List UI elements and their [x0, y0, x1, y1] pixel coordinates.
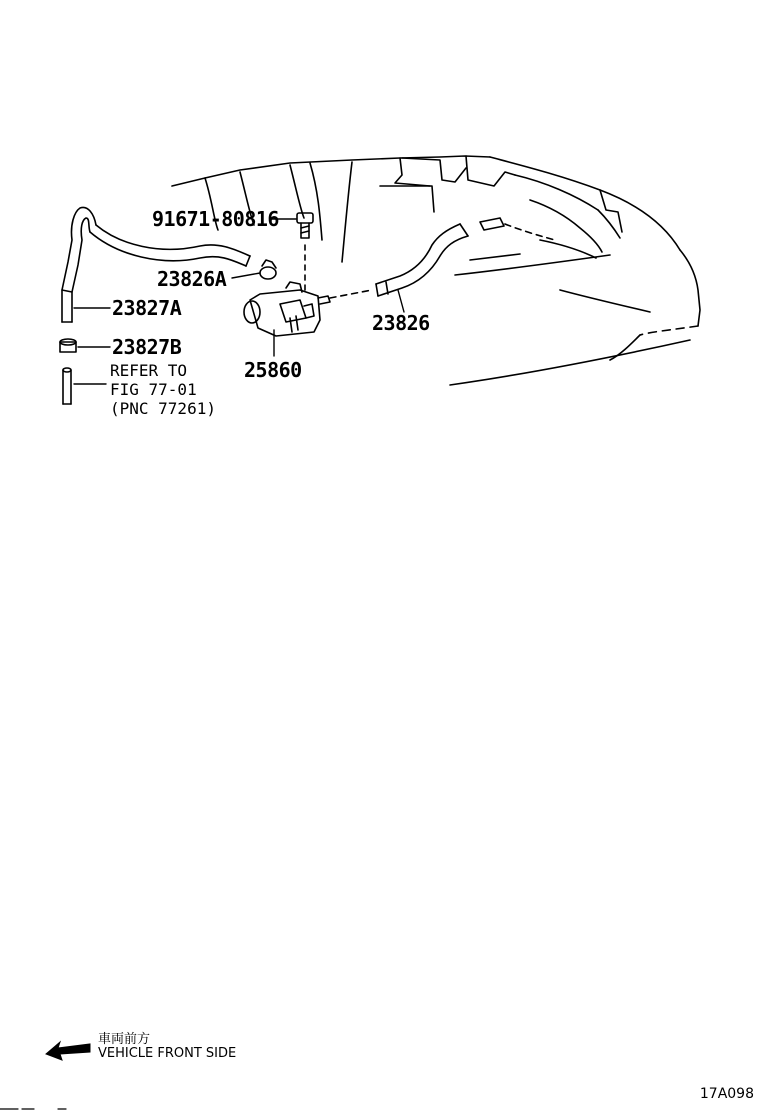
reference-pipe-drawing: [63, 368, 71, 404]
reference-note-line-1: REFER TO: [110, 361, 188, 380]
front-direction-arrow-icon: [44, 1038, 92, 1062]
intake-manifold-outline: [172, 156, 700, 385]
label-91671-80816: 91671-80816: [152, 207, 279, 231]
label-23827a: 23827A: [112, 296, 182, 320]
clamp-23826a-drawing: [260, 260, 276, 279]
front-side-en-label: VEHICLE FRONT SIDE: [98, 1046, 237, 1061]
label-23826a: 23826A: [157, 267, 227, 291]
hose-23826-drawing: [376, 224, 468, 296]
front-side-jp-label: 車両前方: [98, 1032, 151, 1047]
figure-code: 17A098: [699, 1086, 754, 1102]
hose-23827b-drawing: [60, 339, 76, 352]
reference-note: [110, 361, 216, 418]
label-23826: 23826: [372, 311, 430, 335]
vsv-25860-drawing: [244, 282, 372, 336]
label-23827b: 23827B: [112, 335, 182, 359]
bolt-91671-80816-drawing: [297, 213, 313, 292]
reference-note-line-2: FIG 77-01: [110, 380, 197, 399]
reference-note-line-3: (PNC 77261): [110, 399, 216, 418]
label-25860: 25860: [244, 358, 302, 382]
